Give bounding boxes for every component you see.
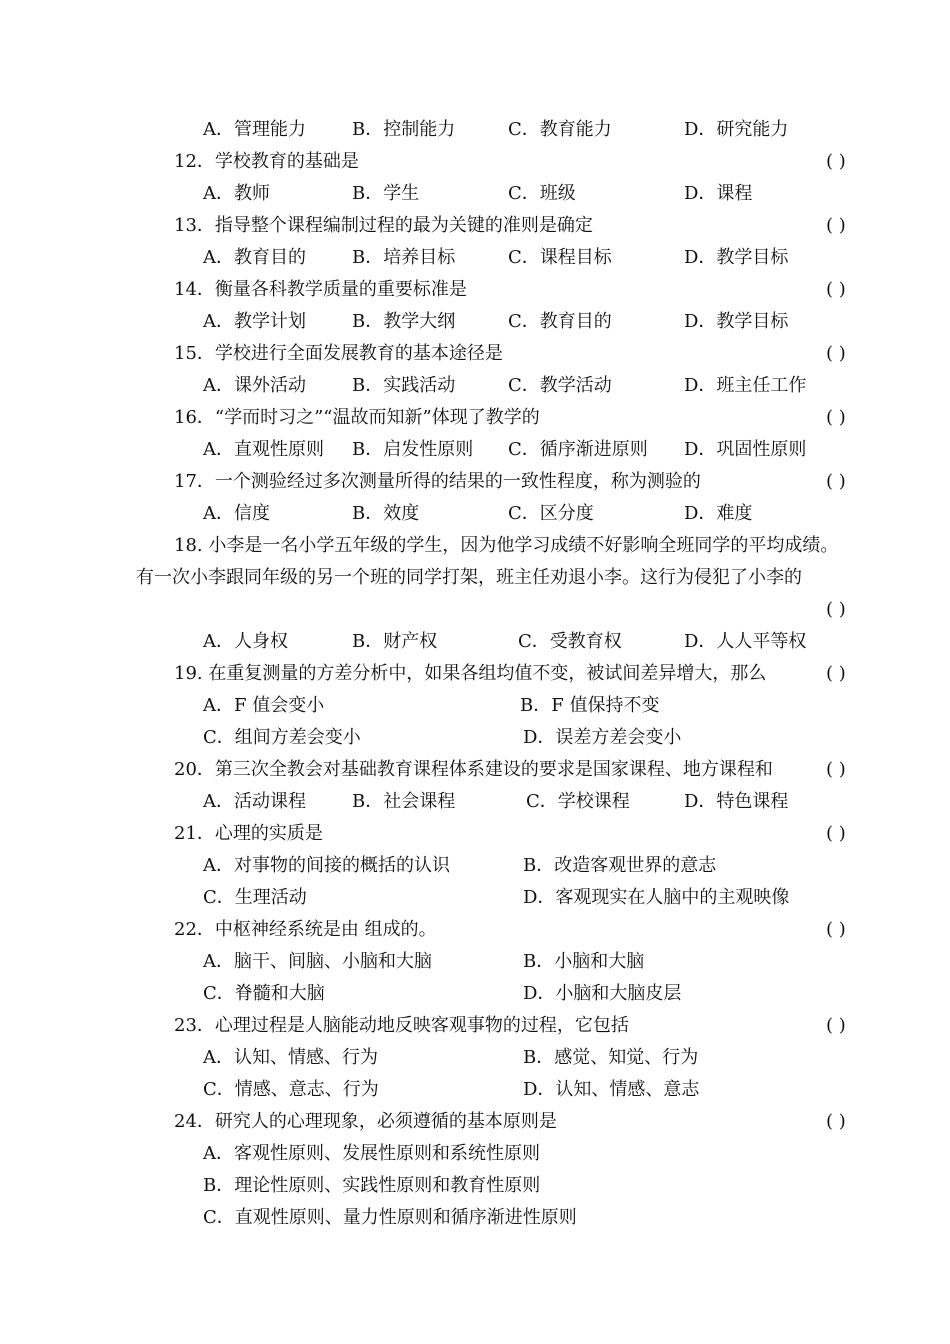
q12-stem: 12．学校教育的基础是: [174, 151, 359, 172]
q17-option-a: A．信度: [203, 503, 270, 524]
q13-option-a: A．教育目的: [203, 247, 306, 268]
q16-option-b: B．启发性原则: [352, 439, 474, 460]
q18-option-a: A．人身权: [203, 631, 288, 652]
q20-answer-bracket: ( ): [826, 759, 846, 780]
q14-option-b: B．教学大纲: [352, 311, 456, 332]
q21-option-a: A．对事物的间接的概括的认识: [203, 855, 450, 876]
q19-stem: 19. 在重复测量的方差分析中，如果各组均值不变，被试间差异增大，那么: [174, 663, 767, 684]
q17-option-b: B．效度: [352, 503, 420, 524]
q22-answer-bracket: ( ): [826, 919, 846, 940]
q16-option-a: A．直观性原则: [203, 439, 324, 460]
q17-option-c: C．区分度: [508, 503, 594, 524]
q18-option-d: D．人人平等权: [684, 631, 807, 652]
q23-option-c: C．情感、意志、行为: [203, 1079, 379, 1100]
q22-stem: 22．中枢神经系统是由 组成的。: [174, 919, 437, 940]
q15-answer-bracket: ( ): [826, 343, 846, 364]
q23-answer-bracket: ( ): [826, 1015, 846, 1036]
q20-option-d: D．特色课程: [684, 791, 789, 812]
q22-option-c: C．脊髓和大脑: [203, 983, 325, 1004]
q13-option-c: C．课程目标: [508, 247, 612, 268]
q20-option-a: A．活动课程: [203, 791, 306, 812]
q13-stem: 13．指导整个课程编制过程的最为关键的准则是确定: [174, 215, 593, 236]
q14-option-a: A．教学计划: [203, 311, 306, 332]
q18-answer-bracket: ( ): [826, 599, 846, 620]
q16-stem: 16．“学而时习之”“温故而知新”体现了教学的: [174, 407, 540, 428]
q15-option-a: A．课外活动: [203, 375, 306, 396]
q11-option-b: B．控制能力: [352, 119, 456, 140]
q24-answer-bracket: ( ): [826, 1111, 846, 1132]
q12-answer-bracket: ( ): [826, 151, 846, 172]
q21-answer-bracket: ( ): [826, 823, 846, 844]
q18-stem-line-1: 18. 小李是一名小学五年级的学生，因为他学习成绩不好影响全班同学的平均成绩。: [174, 535, 839, 556]
q23-stem: 23．心理过程是人脑能动地反映客观事物的过程，它包括: [174, 1015, 629, 1036]
q22-option-b: B．小脑和大脑: [523, 951, 645, 972]
q14-stem: 14．衡量各科教学质量的重要标准是: [174, 279, 467, 300]
q24-option-b: B．理论性原则、实践性原则和教育性原则: [203, 1175, 541, 1196]
q13-option-b: B．培养目标: [352, 247, 456, 268]
q19-option-b: B．F 值保持不变: [520, 695, 660, 716]
q13-option-d: D．教学目标: [684, 247, 789, 268]
q22-option-d: D．小脑和大脑皮层: [523, 983, 682, 1004]
q19-option-c: C．组间方差会变小: [203, 727, 361, 748]
q13-answer-bracket: ( ): [826, 215, 846, 236]
q23-option-d: D．认知、情感、意志: [523, 1079, 700, 1100]
q20-stem: 20．第三次全教会对基础教育课程体系建设的要求是国家课程、地方课程和: [174, 759, 773, 780]
q11-option-c: C．教育能力: [508, 119, 612, 140]
q19-option-a: A．F 值会变小: [203, 695, 325, 716]
q17-option-d: D．难度: [684, 503, 753, 524]
q16-option-d: D．巩固性原则: [684, 439, 807, 460]
q23-option-a: A．认知、情感、行为: [203, 1047, 378, 1068]
q16-option-c: C．循序渐进原则: [508, 439, 648, 460]
q15-option-b: B．实践活动: [352, 375, 456, 396]
q19-answer-bracket: ( ): [826, 663, 846, 684]
q17-stem: 17．一个测验经过多次测量所得的结果的一致性程度，称为测验的: [174, 471, 701, 492]
q12-option-c: C．班级: [508, 183, 576, 204]
q11-option-a: A．管理能力: [203, 119, 306, 140]
q24-option-a: A．客观性原则、发展性原则和系统性原则: [203, 1143, 540, 1164]
q22-option-a: A．脑干、间脑、小脑和大脑: [203, 951, 432, 972]
q16-answer-bracket: ( ): [826, 407, 846, 428]
q21-option-c: C．生理活动: [203, 887, 307, 908]
q18-option-b: B．财产权: [352, 631, 438, 652]
q12-option-b: B．学生: [352, 183, 420, 204]
q18-stem-line-2: 有一次小李跟同年级的另一个班的同学打架，班主任劝退小李。这行为侵犯了小李的: [136, 567, 802, 588]
q24-stem: 24．研究人的心理现象，必须遵循的基本原则是: [174, 1111, 557, 1132]
q23-option-b: B．感觉、知觉、行为: [523, 1047, 699, 1068]
q19-option-d: D．误差方差会变小: [523, 727, 682, 748]
q12-option-a: A．教师: [203, 183, 270, 204]
q21-stem: 21．心理的实质是: [174, 823, 323, 844]
q15-stem: 15．学校进行全面发展教育的基本途径是: [174, 343, 503, 364]
q17-answer-bracket: ( ): [826, 471, 846, 492]
q18-option-c: C．受教育权: [518, 631, 622, 652]
q20-option-b: B．社会课程: [352, 791, 456, 812]
q11-option-d: D．研究能力: [684, 119, 789, 140]
q14-option-c: C．教育目的: [508, 311, 612, 332]
q20-option-c: C．学校课程: [526, 791, 630, 812]
q21-option-b: B．改造客观世界的意志: [523, 855, 717, 876]
q24-option-c: C．直观性原则、量力性原则和循序渐进性原则: [203, 1207, 577, 1228]
q15-option-d: D．班主任工作: [684, 375, 807, 396]
q14-option-d: D．教学目标: [684, 311, 789, 332]
q21-option-d: D．客观现实在人脑中的主观映像: [523, 887, 790, 908]
q15-option-c: C．教学活动: [508, 375, 612, 396]
q14-answer-bracket: ( ): [826, 279, 846, 300]
q12-option-d: D．课程: [684, 183, 753, 204]
